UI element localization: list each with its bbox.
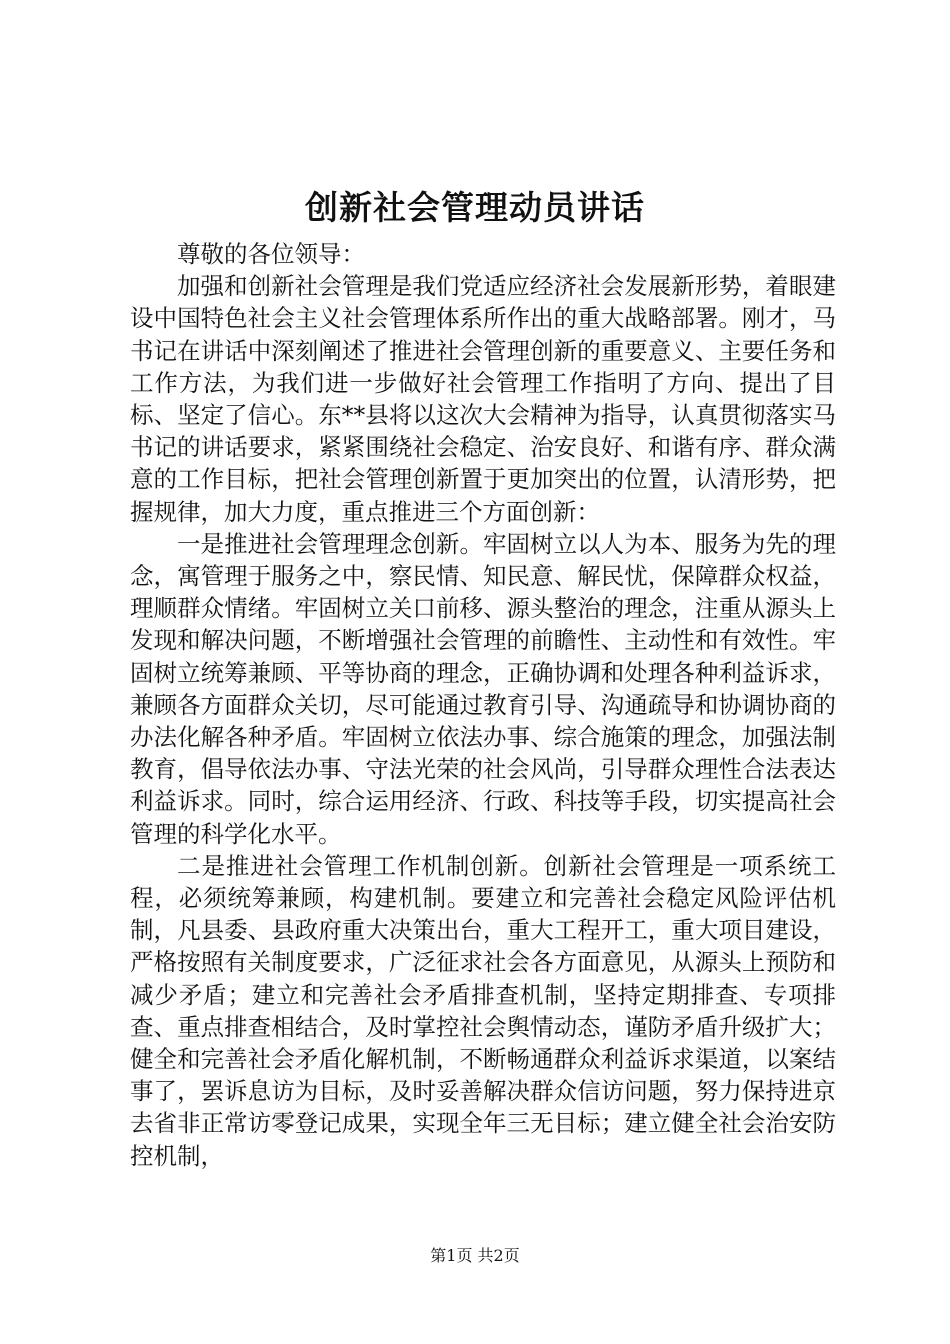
- page-number-footer: 第1页 共2页: [430, 1246, 520, 1265]
- paragraph-mechanism-innovation: 二是推进社会管理工作机制创新。创新社会管理是一项系统工程，必须统筹兼顾，构建机制。要建立和完善社会稳定风险评估机制，凡县委、县政府重大决策出台，重大工程开工，重大项目建设，严格按照有关制度要求，广泛征求社会各方面意见，从源头上预防和减少矛盾；建立和完善社会矛盾排查机制，坚持定期排查、专项排查、重点排查相结合，及时掌控社会舆情动态，谨防矛盾升级扩大；健全和完善社会矛盾化解机制，不断畅通群众利益诉求渠道，以案结事了，罢诉息访为目标，及时妥善解决群众信访问题，努力保持进京去省非正常访零登记成果，实现全年三无目标；建立健全社会治安防控机制，: [130, 851, 836, 1170]
- document-body: [130, 238, 836, 1172]
- salutation: 尊敬的各位领导：: [177, 240, 365, 268]
- paragraph-concept-innovation: 一是推进社会管理理念创新。牢固树立以人为本、服务为先的理念，寓管理于服务之中，察民情、知民意、解民忧，保障群众权益，理顺群众情绪。牢固树立关口前移、源头整治的理念，注重从源头上发现和解决问题，不断增强社会管理的前瞻性、主动性和有效性。牢固树立统筹兼顾、平等协商的理念，正确协调和处理各种利益诉求，兼顾各方面群众关切，尽可能通过教育引导、沟通疏导和协调协商的办法化解各种矛盾。牢固树立依法办事、综合施策的理念，加强法制教育，倡导依法办事、守法光荣的社会风尚，引导群众理性合法表达利益诉求。同时，综合运用经济、行政、科技等手段，切实提高社会管理的科学化水平。: [130, 529, 836, 848]
- paragraph-intro: 加强和创新社会管理是我们党适应经济社会发展新形势，着眼建设中国特色社会主义社会管理体系所作出的重大战略部署。刚才，马书记在讲话中深刻阐述了推进社会管理创新的重要意义、主要任务和工作方法，为我们进一步做好社会管理工作指明了方向、提出了目标、坚定了信心。东**县将以这次大会精神为指导，认真贯彻落实马书记的讲话要求，紧紧围绕社会稳定、治安良好、和谐有序、群众满意的工作目标，把社会管理创新置于更加突出的位置，认清形势，把握规律，加大力度，重点推进三个方面创新：: [130, 272, 836, 526]
- document-title: 创新社会管理动员讲话: [305, 188, 645, 227]
